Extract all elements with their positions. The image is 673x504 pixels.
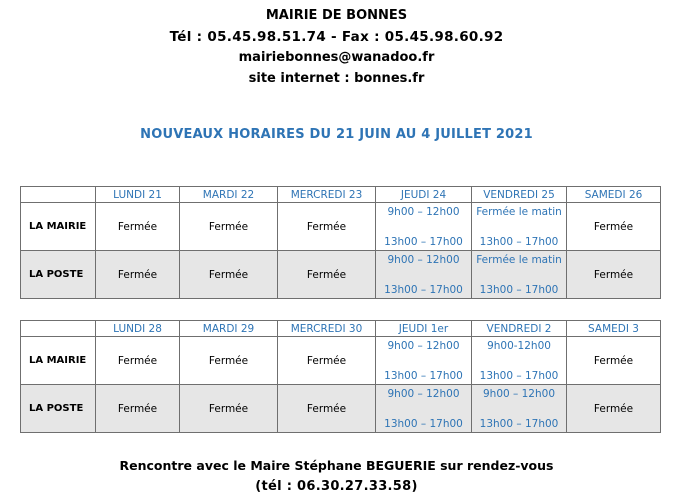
day-header: JEUDI 24 bbox=[376, 187, 472, 203]
morning-hours: 9h00 – 12h00 bbox=[387, 205, 460, 218]
schedule-table-week2 bbox=[20, 320, 661, 433]
corner-cell bbox=[21, 321, 96, 337]
hours-cell: Fermée bbox=[567, 385, 661, 433]
hours-cell: Fermée bbox=[180, 385, 278, 433]
appointment-phone: (tél : 06.30.27.33.58) bbox=[255, 479, 418, 494]
afternoon-hours: 13h00 – 17h00 bbox=[384, 283, 463, 296]
hours-cell bbox=[472, 385, 567, 433]
hours-cell: Fermée bbox=[567, 203, 661, 251]
hours-cell: Fermée bbox=[278, 251, 376, 299]
hours-cell: Fermée bbox=[567, 337, 661, 385]
hours-cell: Fermée bbox=[180, 203, 278, 251]
day-header: SAMEDI 26 bbox=[567, 187, 661, 203]
hours-cell: Fermée bbox=[96, 251, 180, 299]
day-header: MERCREDI 23 bbox=[278, 187, 376, 203]
mairie-row bbox=[21, 203, 661, 251]
morning-hours: 9h00 – 12h00 bbox=[387, 387, 460, 400]
hours-cell bbox=[376, 385, 472, 433]
hours-cell: Fermée bbox=[567, 251, 661, 299]
day-header-row bbox=[21, 187, 661, 203]
day-header: MARDI 29 bbox=[180, 321, 278, 337]
appointment-note: Rencontre avec le Maire Stéphane BEGUERIE sur rendez-vous bbox=[119, 458, 554, 473]
afternoon-hours: 13h00 – 17h00 bbox=[384, 369, 463, 382]
morning-hours: Fermée le matin bbox=[476, 253, 562, 266]
morning-hours: 9h00 – 12h00 bbox=[483, 387, 555, 400]
day-header: LUNDI 28 bbox=[96, 321, 180, 337]
hours-cell: Fermée bbox=[278, 385, 376, 433]
poste-row bbox=[21, 251, 661, 299]
day-header: MARDI 22 bbox=[180, 187, 278, 203]
hours-cell bbox=[376, 251, 472, 299]
schedule-table-week1 bbox=[20, 186, 661, 299]
hours-cell bbox=[472, 337, 567, 385]
afternoon-hours: 13h00 – 17h00 bbox=[479, 417, 559, 430]
morning-hours: Fermée le matin bbox=[476, 205, 562, 218]
hours-cell: Fermée bbox=[96, 337, 180, 385]
hours-cell bbox=[376, 337, 472, 385]
day-header-row bbox=[21, 321, 661, 337]
day-header: MERCREDI 30 bbox=[278, 321, 376, 337]
phone-fax: Tél : 05.45.98.51.74 - Fax : 05.45.98.60.92 bbox=[169, 29, 504, 45]
day-header: SAMEDI 3 bbox=[567, 321, 661, 337]
afternoon-hours: 13h00 – 17h00 bbox=[479, 369, 559, 382]
schedule-title: NOUVEAUX HORAIRES DU 21 JUIN AU 4 JUILLET 2021 bbox=[140, 127, 533, 142]
row-label-mairie: LA MAIRIE bbox=[21, 203, 96, 251]
day-header: VENDREDI 2 bbox=[472, 321, 567, 337]
day-header: JEUDI 1er bbox=[376, 321, 472, 337]
corner-cell bbox=[21, 187, 96, 203]
website: site internet : bonnes.fr bbox=[248, 71, 425, 86]
morning-hours: 9h00 – 12h00 bbox=[387, 253, 460, 266]
row-label-poste: LA POSTE bbox=[21, 251, 96, 299]
row-label-poste: LA POSTE bbox=[21, 385, 96, 433]
row-label-mairie: LA MAIRIE bbox=[21, 337, 96, 385]
hours-cell: Fermée bbox=[96, 203, 180, 251]
hours-cell bbox=[472, 203, 567, 251]
mairie-row bbox=[21, 337, 661, 385]
afternoon-hours: 13h00 – 17h00 bbox=[479, 283, 559, 296]
afternoon-hours: 13h00 – 17h00 bbox=[479, 235, 559, 248]
email-address: mairiebonnes@wanadoo.fr bbox=[238, 50, 435, 65]
afternoon-hours: 13h00 – 17h00 bbox=[384, 417, 463, 430]
afternoon-hours: 13h00 – 17h00 bbox=[384, 235, 463, 248]
hours-cell: Fermée bbox=[180, 251, 278, 299]
day-header: LUNDI 21 bbox=[96, 187, 180, 203]
poste-row bbox=[21, 385, 661, 433]
morning-hours: 9h00-12h00 bbox=[487, 339, 551, 352]
day-header: VENDREDI 25 bbox=[472, 187, 567, 203]
hours-cell: Fermée bbox=[278, 337, 376, 385]
hours-cell: Fermée bbox=[278, 203, 376, 251]
morning-hours: 9h00 – 12h00 bbox=[387, 339, 460, 352]
hours-cell: Fermée bbox=[96, 385, 180, 433]
mairie-name: MAIRIE DE BONNES bbox=[265, 8, 408, 23]
hours-cell: Fermée bbox=[180, 337, 278, 385]
hours-cell bbox=[376, 203, 472, 251]
hours-cell bbox=[472, 251, 567, 299]
